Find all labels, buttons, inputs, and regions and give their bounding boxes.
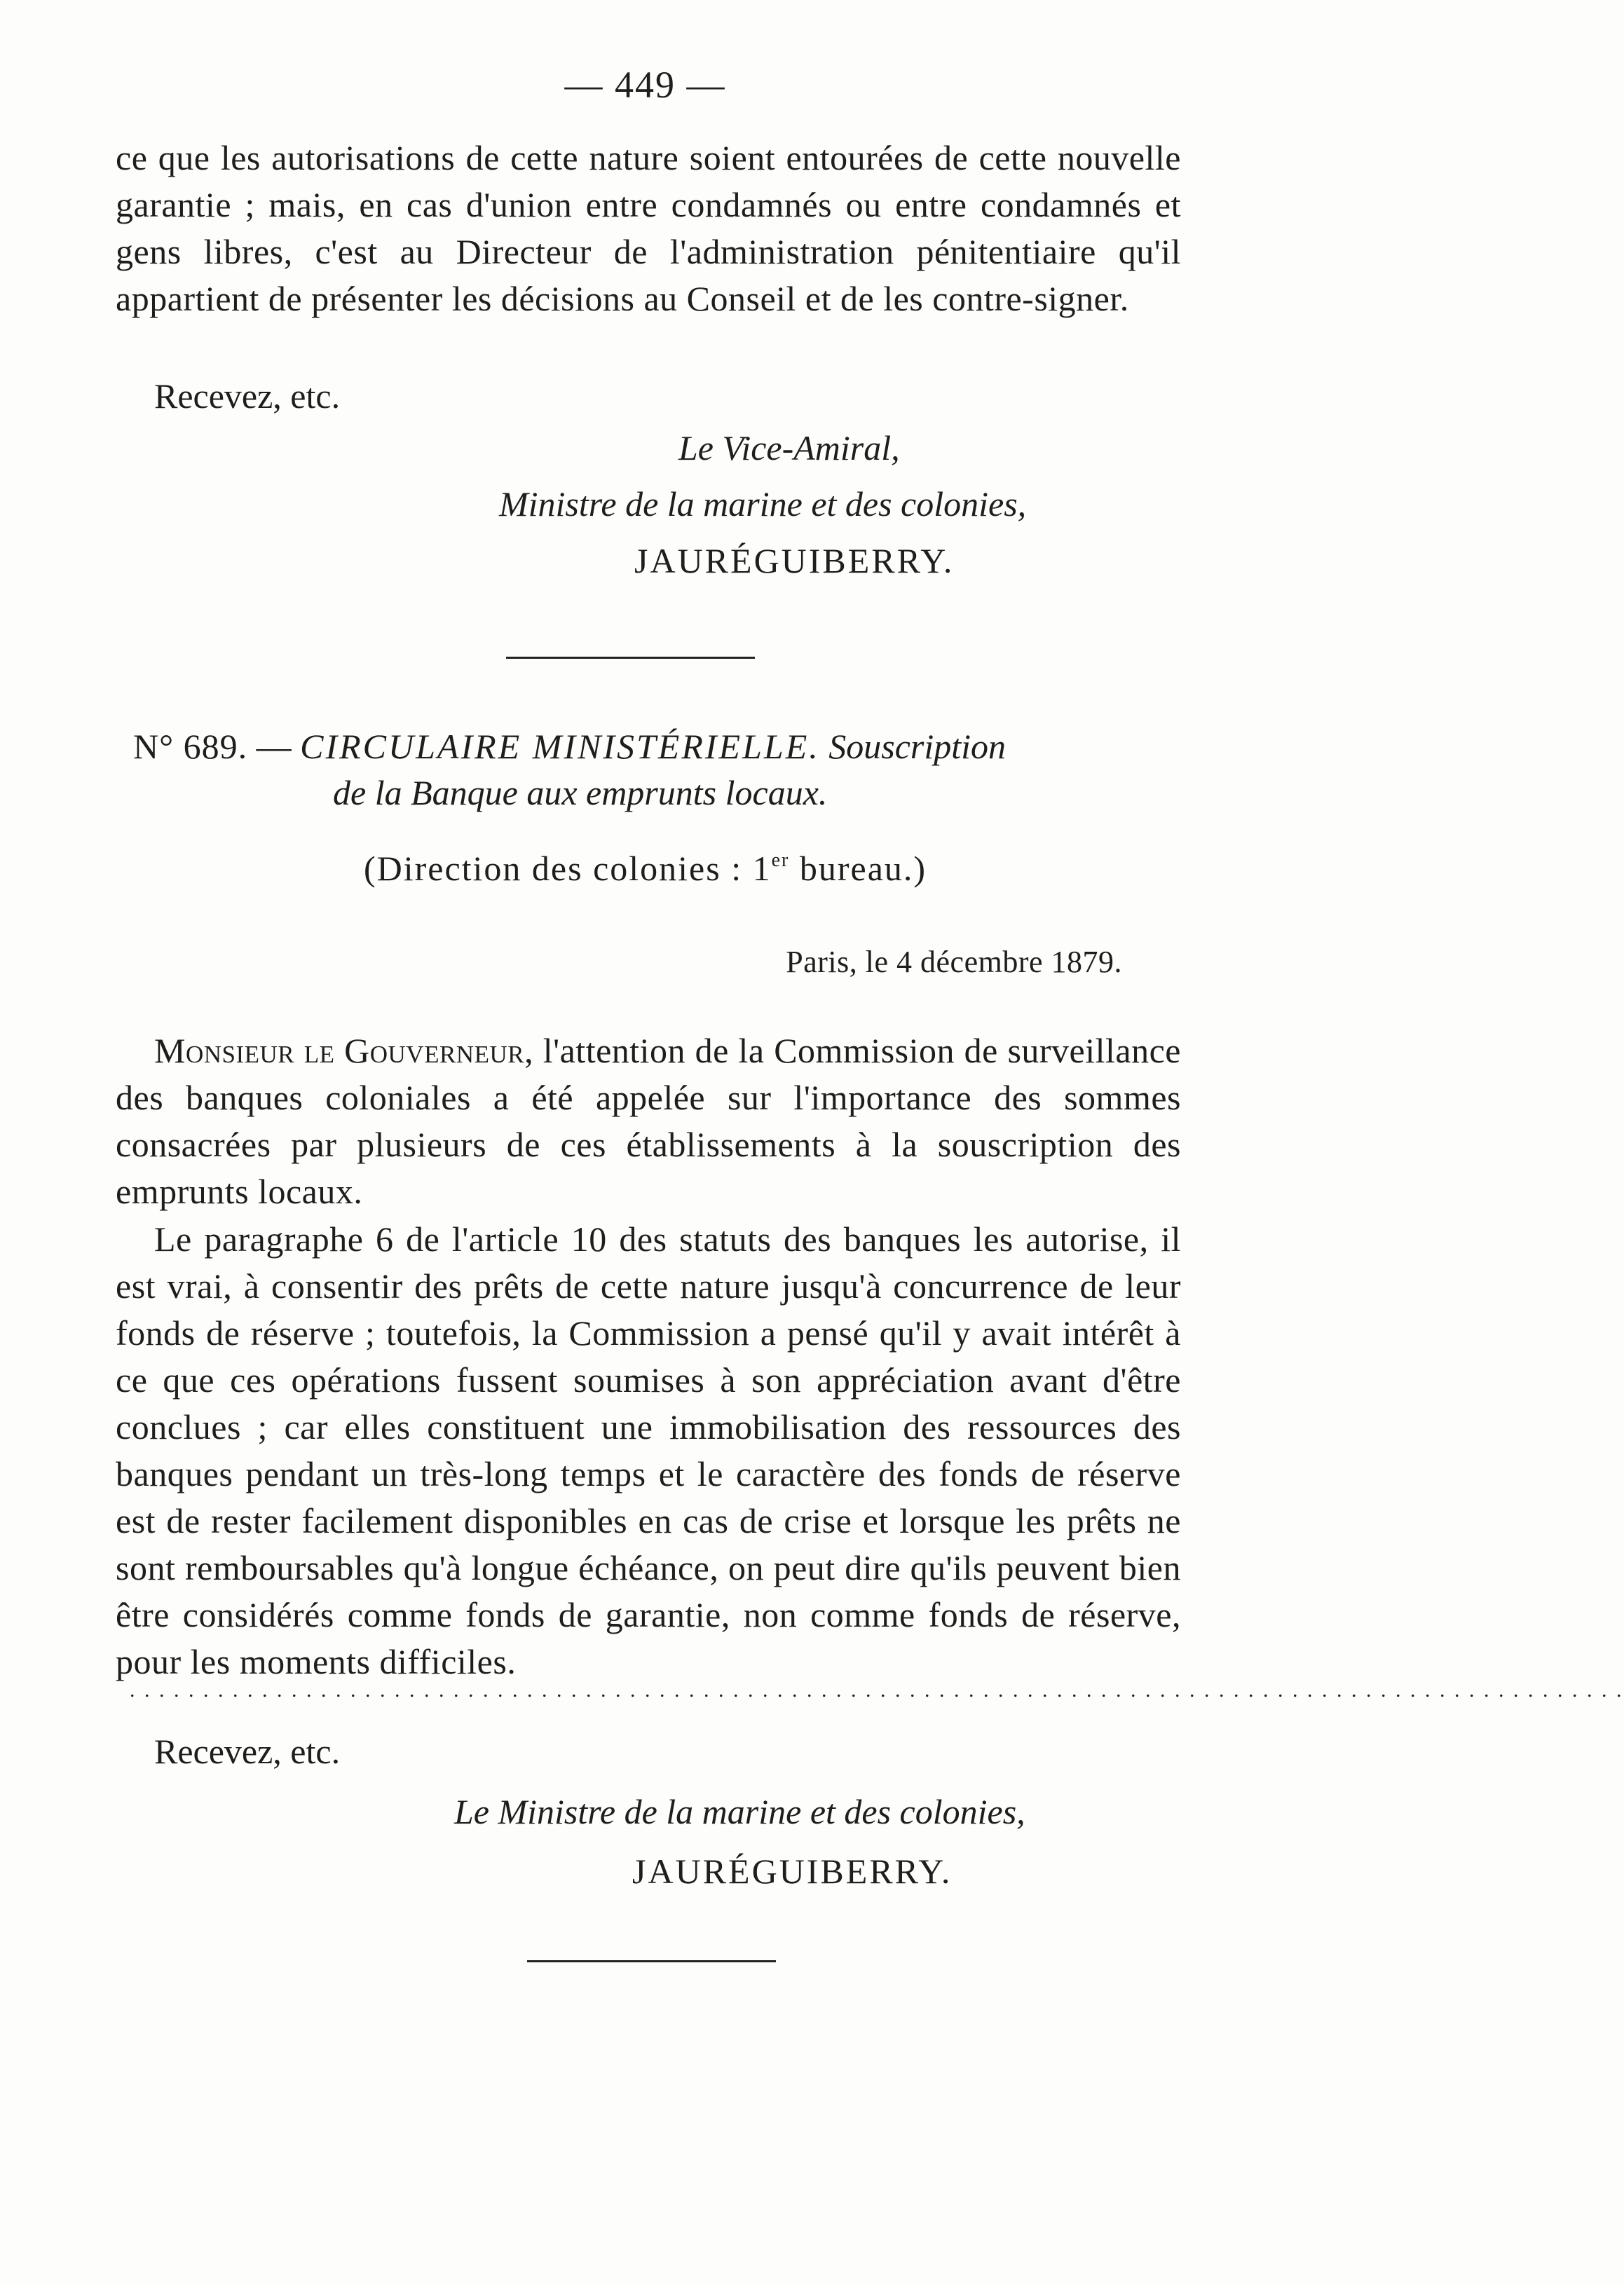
department-text: (Direction des colonies : 1 (363, 849, 772, 888)
circular-subject: Souscription (828, 727, 1007, 766)
circular-signatory-name: JAURÉGUIBERRY. (632, 1852, 953, 1891)
circular-signatory-office: Le Ministre de la marine et des colonies, (454, 1792, 1025, 1831)
circular-number: N° 689. (133, 727, 248, 766)
dateline: Paris, le 4 décembre 1879. (786, 945, 1122, 979)
issuing-department (0, 845, 1290, 891)
signatory-rank: Le Vice-Amiral, (678, 428, 900, 467)
signatory-name: JAURÉGUIBERRY. (634, 541, 955, 580)
end-divider (527, 1960, 776, 1962)
circular-subject-continued: de la Banque aux emprunts locaux. (333, 773, 828, 812)
circular-paragraph-2: Le paragraphe 6 de l'article 10 des statuts des banques les autorise, il est vrai, à consentir des prêts de cette nature jusqu'à concurrence de leur fonds de réserve ; toutefois, la Commission a pensé qu'il y avait intérêt à ce que ces opérations fussent soumises à son appréciation avant d'être conclues ; car elles constituent une immobilisation des ressources des banques pendant un très-long temps et le caractère des fonds de réserve est de rester facilement disponibles en cas de crise et lorsque les prêts ne sont remboursables qu'à longue échéance, on peut dire qu'ils peuvent bien être considérés comme fonds de garantie, non comme fonds de réserve, pour les moments difficiles. (116, 1219, 1181, 1681)
page-number: — 449 — (564, 64, 726, 106)
signatory-office: Ministre de la marine et des colonies, (499, 484, 1027, 524)
circular-heading (133, 723, 1178, 816)
section-divider (506, 657, 755, 659)
ordinal-suffix: er (771, 849, 790, 871)
continued-paragraph: ce que les autorisations de cette nature soient entourées de cette nouvelle garantie ; mais, en cas d'union entre condamnés ou entre condamnés et gens libres, c'est au Directeur de l'administration pénitentiaire qu'il appartient de présenter les décisions au Conseil et de les contre-signer. (116, 138, 1181, 318)
omission-dots: . . . . . . . . . . . . . . . . . . . . . . . . . . . . . . . . . . . . . . . . . . . . . . . . . . . . . . . . . . . . . . . . . . . . . . . . . . . . . . . . . . . . . . . . . . . . . . . . . . . . . . (130, 1678, 1624, 1702)
closing-formula: Recevez, etc. (154, 376, 341, 416)
circular-label: CIRCULAIRE MINISTÉRIELLE. (300, 727, 820, 766)
heading-dash: — (256, 727, 292, 766)
circular-paragraph-1 (116, 1027, 1181, 1215)
circular-closing-formula: Recevez, etc. (154, 1732, 341, 1771)
salutation: Monsieur le Gouverneur, (154, 1031, 534, 1070)
paragraph-1-text: l'attention de la Commission de surveillance des banques coloniales a été appelée sur l'importance des sommes consacrées par plusieurs de ces établissements à la souscription des emprunts locaux. (116, 1031, 1182, 1211)
bureau-text: bureau.) (789, 849, 927, 888)
